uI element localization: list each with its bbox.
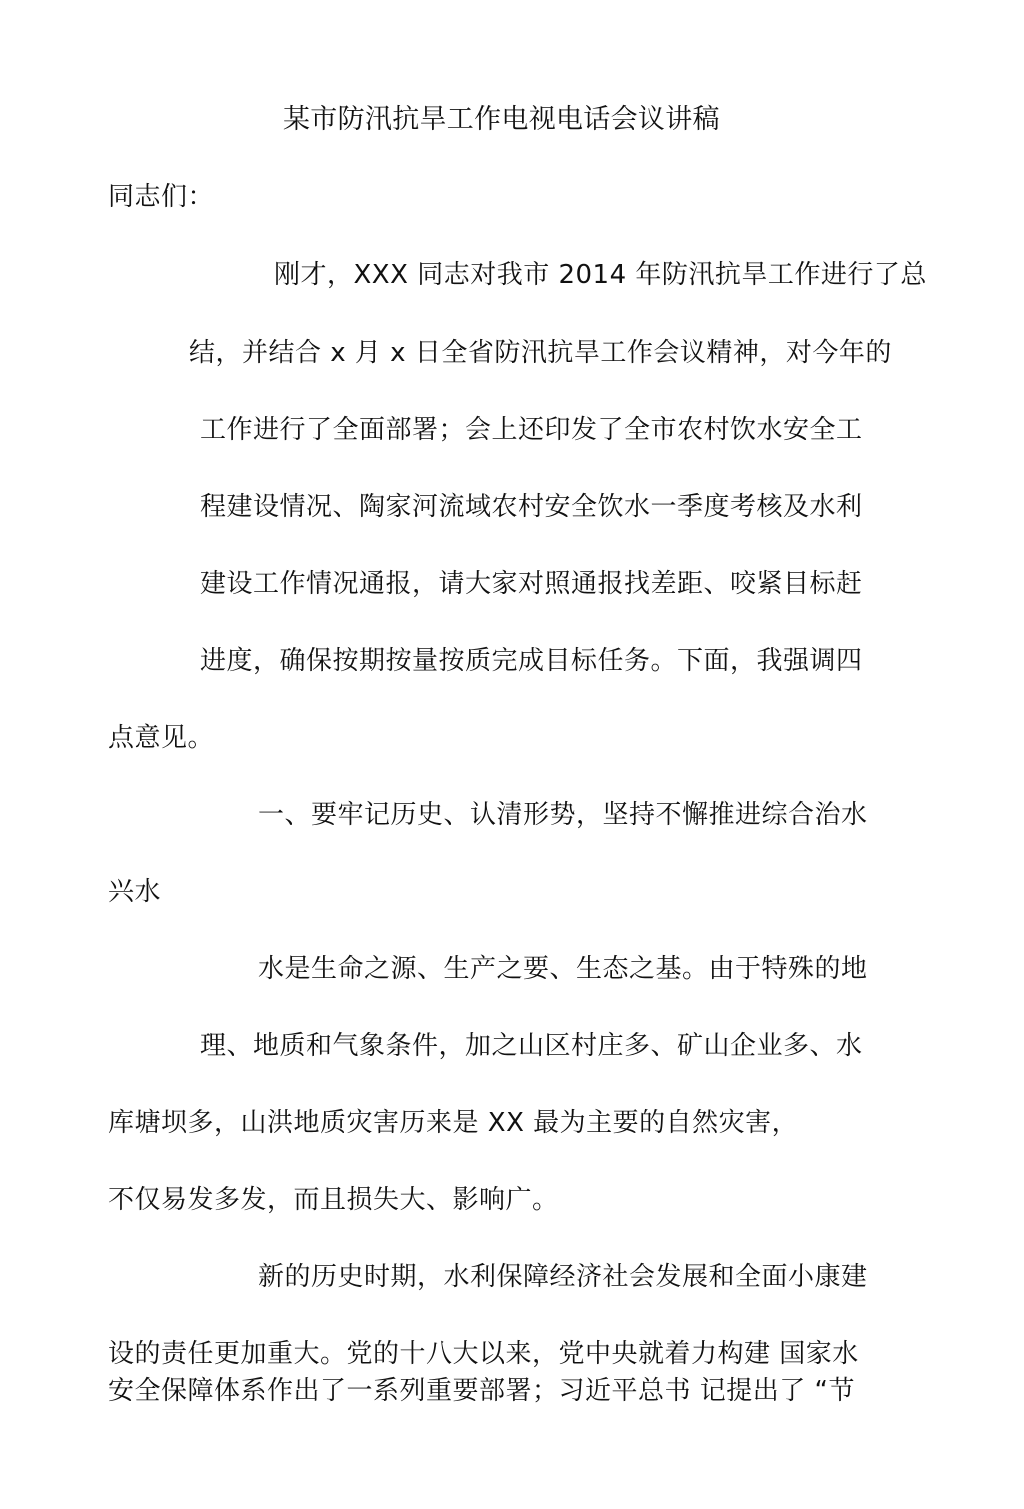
text-line: 结，并结合 x 月 x 日全省防汛抗旱工作会议精神，对今年的 <box>189 338 892 368</box>
text-line: 工作进行了全面部署；会上还印发了全市农村饮水安全工 <box>200 415 863 445</box>
text-line: 建设工作情况通报，请大家对照通报找差距、咬紧目标赶 <box>200 569 863 599</box>
text-line: 水是生命之源、生产之要、生态之基。由于特殊的地 <box>258 954 868 984</box>
text-line: 进度，确保按期按量按质完成目标任务。下面，我强调四 <box>200 646 863 676</box>
text-line: 理、地质和气象条件，加之山区村庄多、矿山企业多、水 <box>200 1031 863 1061</box>
text-line: 安全保障体系作出了一系列重要部署；习近平总书 记提出了 “节 <box>108 1376 855 1406</box>
section-heading: 一、要牢记历史、认清形势，坚持不懈推进综合治水 <box>258 800 868 830</box>
text-line: 刚才，XXX 同志对我市 2014 年防汛抗旱工作进行了总 <box>274 260 927 290</box>
text-line: 点意见。 <box>108 723 215 753</box>
text-line: 新的历史时期，水利保障经济社会发展和全面小康建 <box>258 1262 868 1292</box>
text-line: 不仅易发多发，而且损失大、影响广。 <box>108 1185 559 1215</box>
text-line: 库塘坝多，山洪地质灾害历来是 XX 最为主要的自然灾害， <box>108 1108 799 1138</box>
salutation: 同志们： <box>108 182 215 212</box>
text-line: 程建设情况、陶家河流域农村安全饮水一季度考核及水利 <box>200 492 863 522</box>
document-title: 某市防汛抗旱工作电视电话会议讲稿 <box>283 104 720 135</box>
section-heading: 兴水 <box>108 877 162 907</box>
text-line: 设的责任更加重大。党的十八大以来，党中央就着力构建 国家水 <box>108 1339 859 1369</box>
